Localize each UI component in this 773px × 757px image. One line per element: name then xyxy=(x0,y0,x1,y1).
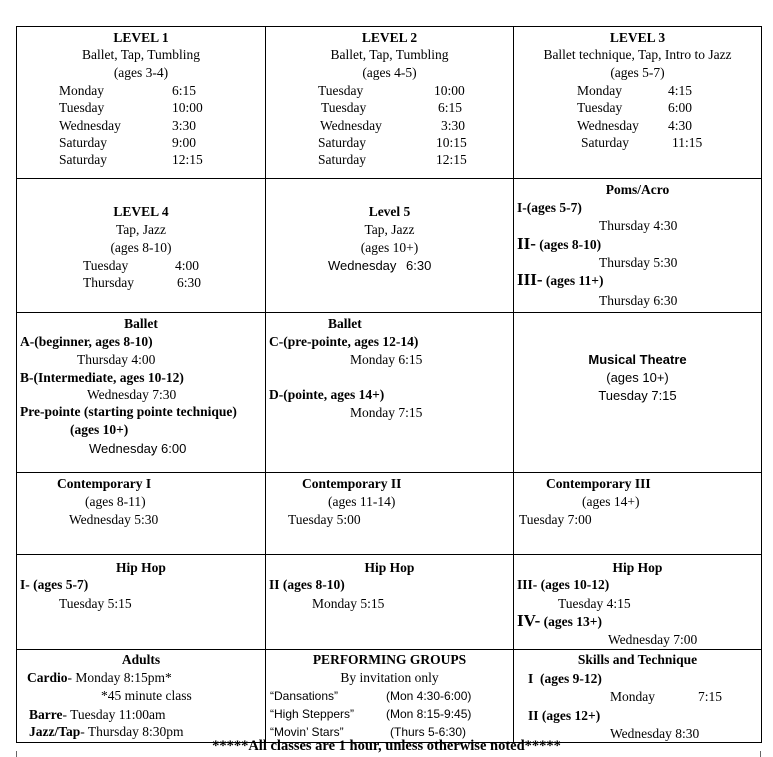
pre-pointe-slot: Wednesday 6:00 xyxy=(89,441,187,456)
level5-title: Level 5 xyxy=(368,204,411,219)
level3-ages: (ages 5-7) xyxy=(610,65,665,80)
hiphop3-slot: Wednesday 7:00 xyxy=(608,632,698,647)
level2-day: Saturday xyxy=(318,135,366,150)
cell-performing-groups xyxy=(266,650,514,743)
level4-title: LEVEL 4 xyxy=(113,204,169,219)
cell-level-2 xyxy=(266,27,514,179)
level1-time: 6:15 xyxy=(172,83,197,98)
level4-ages: (ages 8-10) xyxy=(110,240,172,255)
pre-pointe-label: Pre-pointe (starting pointe technique) xyxy=(20,404,237,419)
poms-group-slot: Thursday 5:30 xyxy=(599,255,678,270)
cell-poms-acro xyxy=(514,179,762,313)
level1-styles: Ballet, Tap, Tumbling xyxy=(81,47,201,62)
adults-title: Adults xyxy=(121,652,161,667)
musical-slot: Tuesday 7:15 xyxy=(598,388,677,403)
contemporary3-title: Contemporary III xyxy=(546,476,651,491)
poms-group-slot: Thursday 6:30 xyxy=(599,293,678,308)
level3-time: 4:30 xyxy=(668,118,693,133)
hiphop3-label: III- (ages 10-12) xyxy=(517,577,610,592)
poms-group-label: I-(ages 5-7) xyxy=(517,200,582,215)
cell-contemporary-1 xyxy=(17,473,266,555)
contemporary1-title: Contemporary I xyxy=(57,476,152,491)
level2-time: 10:00 xyxy=(434,83,465,98)
level2-time: 12:15 xyxy=(436,152,467,167)
ballet-d-label: D-(pointe, ages 14+) xyxy=(269,387,385,402)
hiphop2-label: II (ages 8-10) xyxy=(269,577,345,592)
musical-ages: (ages 10+) xyxy=(606,370,669,385)
hiphop1-slot: Tuesday 5:15 xyxy=(59,596,132,611)
ballet-d-slot: Monday 7:15 xyxy=(350,405,423,420)
cell-hiphop-3 xyxy=(514,555,762,650)
contemporary3-ages: (ages 14+) xyxy=(582,494,640,509)
level5-styles: Tap, Jazz xyxy=(364,222,415,237)
level1-day: Wednesday xyxy=(59,118,121,133)
level2-ages: (ages 4-5) xyxy=(362,65,417,80)
level1-ages: (ages 3-4) xyxy=(113,65,169,80)
level1-time: 10:00 xyxy=(172,100,203,115)
level2-day: Wednesday xyxy=(320,118,382,133)
cell-ballet-a-b xyxy=(17,313,266,473)
level3-day: Monday xyxy=(577,83,622,98)
level4-day: Thursday xyxy=(83,275,134,290)
ballet-b-slot: Wednesday 7:30 xyxy=(87,387,177,402)
level4-styles: Tap, Jazz xyxy=(115,222,167,237)
level3-time: 11:15 xyxy=(672,135,703,150)
level1-day: Saturday xyxy=(59,152,107,167)
skills-ii-slot: Wednesday 8:30 xyxy=(610,726,700,741)
level1-time: 12:15 xyxy=(172,152,203,167)
poms-group-label: II- (ages 8-10) xyxy=(517,234,602,253)
contemporary2-title: Contemporary II xyxy=(302,476,402,491)
level4-time: 6:30 xyxy=(177,275,202,290)
cell-adults xyxy=(17,650,266,743)
hiphop3-slot: Tuesday 4:15 xyxy=(558,596,631,611)
ballet-c-slot: Monday 6:15 xyxy=(350,352,423,367)
level2-title: LEVEL 2 xyxy=(361,30,418,45)
pre-pointe-ages: (ages 10+) xyxy=(70,422,129,437)
level1-day: Saturday xyxy=(59,135,107,150)
performing-group-name: “Movin’ Stars” xyxy=(270,725,344,739)
cell-contemporary-3 xyxy=(514,473,762,555)
musical-title: Musical Theatre xyxy=(588,352,687,367)
level3-day: Wednesday xyxy=(577,118,639,133)
level1-title: LEVEL 1 xyxy=(113,30,169,45)
cell-level-5 xyxy=(266,179,514,313)
skills-i-slot-day: Monday xyxy=(610,689,655,704)
level5-day: Wednesday xyxy=(328,258,397,273)
level4-time: 4:00 xyxy=(175,258,200,273)
contemporary3-slot: Tuesday 7:00 xyxy=(519,512,592,527)
hiphop1-label: I- (ages 5-7) xyxy=(20,577,89,592)
page-edge-mark xyxy=(16,751,17,757)
cell-musical-theatre xyxy=(514,313,762,473)
ballet1-title: Ballet xyxy=(124,316,158,331)
cell-hiphop-2 xyxy=(266,555,514,650)
performing-group-time: (Mon 8:15-9:45) xyxy=(386,707,472,721)
poms-title: Poms/Acro xyxy=(605,182,670,197)
level2-time: 3:30 xyxy=(441,118,466,133)
performing-group-name: “High Steppers” xyxy=(270,707,355,721)
level1-day: Tuesday xyxy=(59,100,105,115)
level2-time: 6:15 xyxy=(438,100,463,115)
level3-day: Tuesday xyxy=(577,100,623,115)
contemporary2-ages: (ages 11-14) xyxy=(328,494,396,509)
skills-i-slot-time: 7:15 xyxy=(698,689,723,704)
cell-level-4 xyxy=(17,179,266,313)
cell-level-3 xyxy=(514,27,762,179)
level5-time: 6:30 xyxy=(406,258,432,273)
ballet-a-label: A-(beginner, ages 8-10) xyxy=(20,334,153,349)
performing-group-time: (Thurs 5-6:30) xyxy=(390,725,467,739)
skills-i-label: I (ages 9-12) xyxy=(528,671,602,686)
cell-contemporary-2 xyxy=(266,473,514,555)
level2-styles: Ballet, Tap, Tumbling xyxy=(330,47,449,62)
level3-time: 4:15 xyxy=(668,83,693,98)
level2-time: 10:15 xyxy=(436,135,467,150)
level1-time: 3:30 xyxy=(172,118,197,133)
adults-jazz-tap: Jazz/Tap- Thursday 8:30pm xyxy=(29,724,184,739)
poms-group-slot: Thursday 4:30 xyxy=(599,218,678,233)
ballet2-title: Ballet xyxy=(328,316,362,331)
ballet-a-slot: Thursday 4:00 xyxy=(77,352,156,367)
contemporary1-slot: Wednesday 5:30 xyxy=(69,512,159,527)
level3-time: 6:00 xyxy=(668,100,693,115)
performing-group-name: “Dansations” xyxy=(270,689,339,703)
level2-day: Tuesday xyxy=(318,83,364,98)
adults-barre: Barre- Tuesday 11:00am xyxy=(29,707,166,722)
class-schedule-table xyxy=(16,26,762,743)
footer-note: *****All classes are 1 hour, unless otherwise noted***** xyxy=(212,738,561,754)
level3-styles: Ballet technique, Tap, Intro to Jazz xyxy=(543,47,732,62)
cell-level-1 xyxy=(17,27,266,179)
contemporary2-slot: Tuesday 5:00 xyxy=(288,512,361,527)
level2-day: Saturday xyxy=(318,152,366,167)
hiphop2-title: Hip Hop xyxy=(364,560,415,575)
cell-hiphop-1 xyxy=(17,555,266,650)
skills-title: Skills and Technique xyxy=(577,652,698,667)
level3-title: LEVEL 3 xyxy=(609,30,666,45)
hiphop2-slot: Monday 5:15 xyxy=(312,596,385,611)
performing-subtitle: By invitation only xyxy=(340,670,439,685)
adults-cardio: Cardio- Monday 8:15pm* xyxy=(27,670,172,685)
cell-skills-technique xyxy=(514,650,762,743)
performing-title: PERFORMING GROUPS xyxy=(312,652,467,667)
performing-group-time: (Mon 4:30-6:00) xyxy=(386,689,472,703)
level3-day: Saturday xyxy=(581,135,629,150)
page-edge-mark xyxy=(760,751,761,757)
cell-ballet-c-d xyxy=(266,313,514,473)
hiphop3-label: IV- (ages 13+) xyxy=(517,611,602,630)
hiphop1-title: Hip Hop xyxy=(116,560,166,575)
hiphop3-title: Hip Hop xyxy=(612,560,663,575)
level1-day: Monday xyxy=(59,83,104,98)
level4-day: Tuesday xyxy=(83,258,129,273)
ballet-c-label: C-(pre-pointe, ages 12-14) xyxy=(269,334,419,349)
level2-day: Tuesday xyxy=(321,100,367,115)
ballet-b-label: B-(Intermediate, ages 10-12) xyxy=(20,370,184,385)
level5-ages: (ages 10+) xyxy=(360,240,419,255)
poms-group-label: III- (ages 11+) xyxy=(517,270,604,289)
contemporary1-ages: (ages 8-11) xyxy=(85,494,146,509)
adults-cardio-note: *45 minute class xyxy=(101,688,192,703)
skills-ii-label: II (ages 12+) xyxy=(528,708,601,723)
level1-time: 9:00 xyxy=(172,135,197,150)
